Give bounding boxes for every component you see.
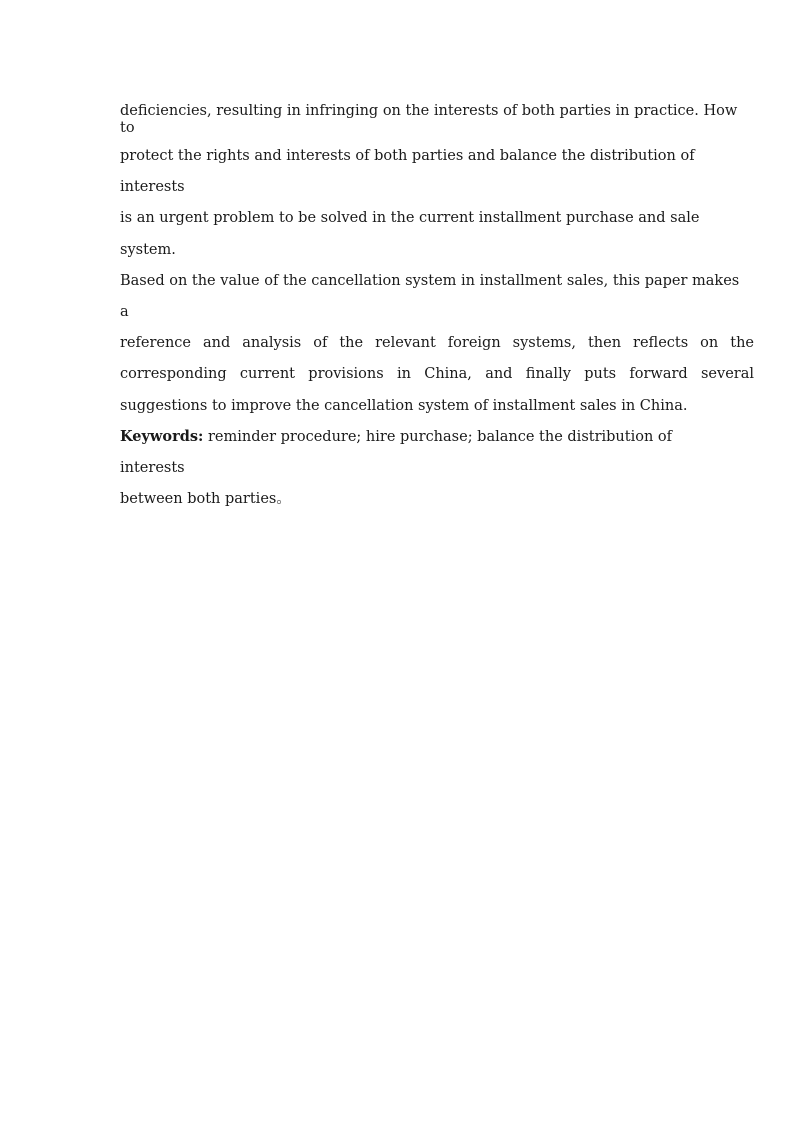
abstract-line-1: deficiencies, resulting in infringing on the interests of both parties in practice. How: [120, 103, 738, 119]
abstract-line-2: to: [120, 120, 135, 136]
abstract-line-8: a: [120, 304, 129, 320]
keywords-label: Keywords:: [120, 428, 204, 445]
keywords-line-1: [120, 429, 672, 445]
keywords-text: reminder procedure; hire purchase; balance the distribution of: [203, 429, 673, 445]
keywords-line-3: between both parties。: [120, 491, 291, 507]
abstract-line-5: is an urgent problem to be solved in the current installment purchase and sale: [120, 210, 700, 226]
abstract-line-9: reference and analysis of the relevant foreign systems, then reflects on the: [120, 335, 754, 351]
abstract-line-7: Based on the value of the cancellation system in installment sales, this paper makes: [120, 273, 740, 289]
abstract-line-10: corresponding current provisions in China, and finally puts forward several: [120, 366, 754, 382]
abstract-line-3: protect the rights and interests of both parties and balance the distribution of: [120, 148, 695, 164]
abstract-line-6: system.: [120, 242, 176, 258]
abstract-line-4: interests: [120, 179, 185, 195]
abstract-line-11: suggestions to improve the cancellation system of installment sales in China.: [120, 398, 688, 414]
keywords-line-2: interests: [120, 460, 185, 476]
